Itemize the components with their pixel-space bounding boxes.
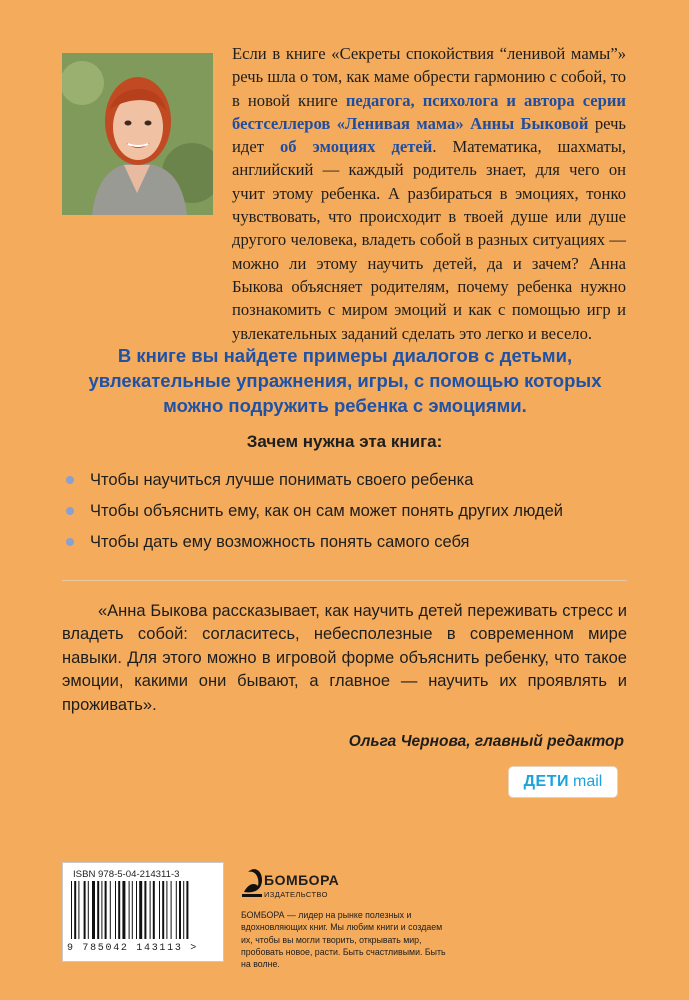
section-divider — [62, 580, 627, 581]
intro-text-part: . Математика, шахматы, английский — каждый родитель знает, для чего он учит этому ребенка. А разбираться в эмоциях, тонко чувствовать, что происходит в твоей душе или душе другого человека, владеть собой в разных ситуациях — можно ли этому научить детей, да и зачем? Анна Быкова объясняет родителям, почему ребенка нужно познакомить с миром эмоций и как с помощью игр и увлекательных заданий сделать это легко и весело. — [232, 137, 626, 343]
barcode-bar — [162, 881, 164, 939]
barcode-bar — [132, 881, 133, 939]
list-item-text: Чтобы дать ему возможность понять самого себя — [90, 533, 470, 551]
intro-text-part: Если в книге «Секреты спокойствия “ленивой мамы”» речь шла о том, как маме обрести гармонию с собой, то в новой книге — [232, 44, 626, 110]
barcode-bar — [105, 881, 107, 939]
barcode-bar — [153, 881, 155, 939]
barcode-bar — [101, 881, 102, 939]
barcode-bar — [115, 881, 116, 939]
barcode-bar — [88, 881, 89, 939]
deti-mail-logo-part2: mail — [573, 773, 603, 790]
barcode-bar — [84, 881, 86, 939]
barcode-bar — [171, 881, 172, 939]
barcode-bars — [69, 881, 217, 941]
bullet-dot-icon — [66, 538, 74, 546]
barcode-bar — [159, 881, 160, 939]
barcode-bar — [176, 881, 177, 939]
barcode-bar — [144, 881, 146, 939]
barcode-bar — [110, 881, 111, 939]
quote-author: Ольга Чернова, главный редактор — [348, 733, 624, 750]
intro-text — [232, 42, 626, 345]
barcode-bar — [78, 881, 79, 939]
list-item-text: Чтобы объяснить ему, как он сам может понять других людей — [90, 502, 563, 520]
why-book-title: Зачем нужна эта книга: — [246, 432, 443, 451]
publisher-name: БОМБОРА — [264, 872, 340, 888]
author-photo — [62, 53, 213, 215]
author-highlight: педагога, психолога и автора серии бестселлеров «Ленивая мама» Анны Быковой — [232, 90, 626, 133]
topic-highlight: об эмоциях детей — [280, 137, 433, 157]
barcode-bar — [118, 881, 120, 939]
barcode-bar — [74, 881, 76, 939]
barcode-bar — [166, 881, 167, 939]
barcode-bar — [179, 881, 181, 939]
book-highlight-statement: В книге вы найдете примеры диалогов с детьми, увлекательные упражнения, игры, с помощью которых можно подружить ребенка с эмоциями. — [88, 345, 602, 416]
barcode-digits: 9 785042 143113 > — [67, 943, 198, 954]
barcode-bar — [129, 881, 130, 939]
barcode-bar — [97, 881, 99, 939]
deti-mail-logo-part1: ДЕТИ — [523, 773, 569, 790]
barcode-bar — [71, 881, 72, 939]
barcode-bar — [136, 881, 137, 939]
barcode-bar — [139, 881, 142, 939]
list-item — [66, 532, 626, 563]
publisher-subtitle: ИЗДАТЕЛЬСТВО — [264, 890, 328, 899]
list-item-text: Чтобы научиться лучше понимать своего ребенка — [90, 471, 474, 489]
barcode-bar — [122, 881, 125, 939]
list-item — [66, 470, 626, 501]
barcode-bar — [92, 881, 95, 939]
deti-mail-logo — [509, 767, 617, 797]
editor-quote: «Анна Быкова рассказывает, как научить детей переживать стресс и владеть собой: согласитесь, небесполезные в современном мире навыки. Для этого можно в игровой форме объяснить ребенку, что такое эмоции, какими они бывают, а главное — научить их проявлять и проживать». — [62, 602, 627, 714]
list-item — [66, 501, 626, 532]
bullet-dot-icon — [66, 476, 74, 484]
intro-text-part: речь идет — [232, 113, 626, 157]
reasons-list — [66, 470, 626, 563]
barcode-bar — [186, 881, 188, 939]
isbn-label: ISBN 978-5-04-214311-3 — [73, 869, 180, 880]
bullet-dot-icon — [66, 507, 74, 515]
barcode-bar — [183, 881, 184, 939]
barcode-bar — [150, 881, 151, 939]
publisher-description: БОМБОРА — лидер на рынке полезных и вдохновляющих книг. Мы любим книги и создаем их, чтобы вы могли творить, открывать мир, пробовать новое, расти. Быть счастливыми. Быть на волне. — [241, 910, 446, 970]
isbn-barcode — [62, 862, 224, 962]
